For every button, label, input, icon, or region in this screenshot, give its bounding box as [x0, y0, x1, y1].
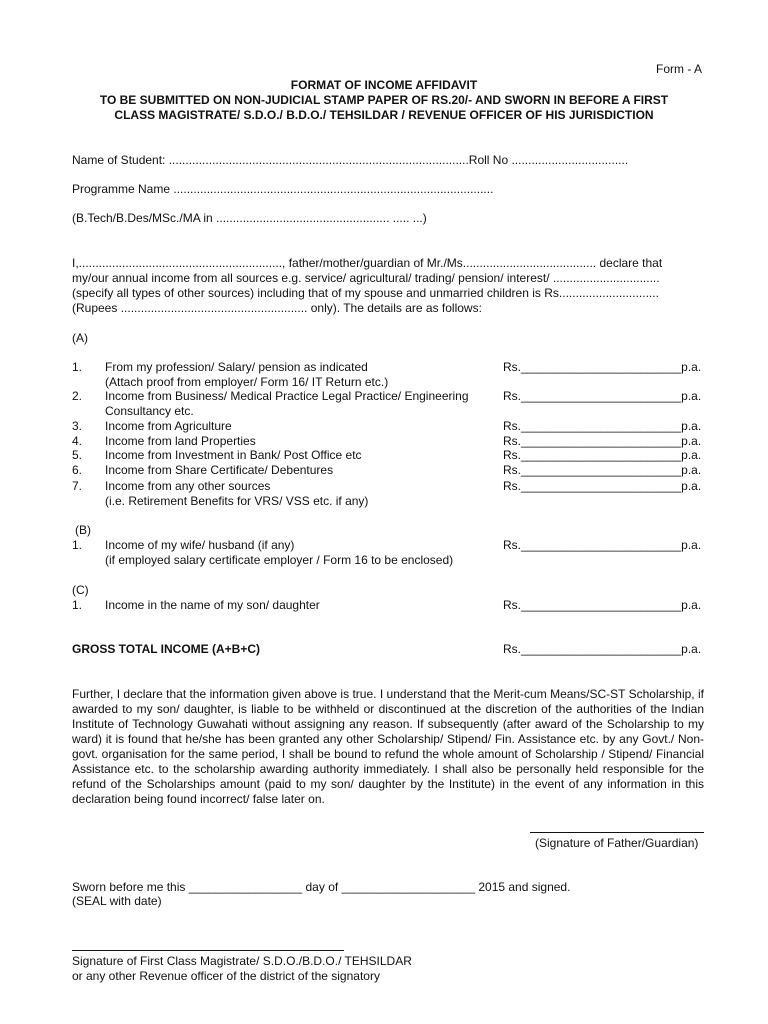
amount-field: Rs.________________________p.a.	[503, 448, 702, 462]
item-text: (i.e. Retirement Benefits for VRS/ VSS etc. if any)	[105, 494, 369, 508]
name-of-student-field: Name of Student: ..........................................................................................Roll No ...................................	[72, 153, 629, 167]
section-b-label: (B)	[75, 523, 91, 537]
item-text: Income from Business/ Medical Practice Legal Practice/ Engineering	[105, 389, 469, 403]
declaration-line-2: my/our annual income from all sources e.g. service/ agricultural/ trading/ pension/ interest/ ................................	[72, 271, 660, 285]
guardian-signature-line	[530, 832, 704, 833]
amount-field: Rs.________________________p.a.	[503, 360, 702, 374]
item-text: (Attach proof from employer/ Form 16/ IT Return etc.)	[105, 375, 389, 389]
programme-options-field: (B.Tech/B.Des/MSc./MA in .................................................... ..... ...)	[72, 211, 427, 225]
item-number: 6.	[72, 463, 83, 477]
amount-field: Rs.________________________p.a.	[503, 479, 702, 493]
heading-line-2: TO BE SUBMITTED ON NON-JUDICIAL STAMP PAPER OF RS.20/- AND SWORN IN BEFORE A FIRST	[99, 93, 669, 107]
sworn-line: Sworn before me this _________________ day of ____________________ 2015 and signed.	[72, 880, 571, 894]
magistrate-signature-line	[72, 950, 344, 951]
amount-field: Rs.________________________p.a.	[503, 538, 702, 552]
item-number: 2.	[72, 389, 83, 403]
form-label: Form - A	[656, 62, 703, 76]
heading-line-3: CLASS MAGISTRATE/ S.D.O./ B.D.O./ TEHSILDAR / REVENUE OFFICER OF HIS JURISDICTION	[114, 108, 654, 122]
amount-field: Rs.________________________p.a.	[503, 463, 702, 477]
gross-total-amount-field: Rs.________________________p.a.	[503, 642, 702, 656]
item-text: Consultancy etc.	[105, 404, 194, 418]
item-text: Income from Investment in Bank/ Post Office etc	[105, 448, 362, 462]
item-text: (if employed salary certificate employer / Form 16 to be enclosed)	[105, 553, 454, 567]
item-text: From my profession/ Salary/ pension as indicated	[105, 360, 368, 374]
amount-field: Rs.________________________p.a.	[503, 419, 702, 433]
item-text: Income from land Properties	[105, 434, 256, 448]
item-number: 5.	[72, 448, 83, 462]
item-text: Income from Share Certificate/ Debentures	[105, 463, 334, 477]
item-number: 1.	[72, 538, 83, 552]
item-text: Income from any other sources	[105, 479, 271, 493]
amount-field: Rs.________________________p.a.	[503, 598, 702, 612]
declaration-line-4: (Rupees ........................................................ only). The details are as follows:	[72, 301, 482, 315]
guardian-signature-label: (Signature of Father/Guardian)	[535, 836, 699, 850]
page-title: FORMAT OF INCOME AFFIDAVIT	[290, 78, 478, 92]
section-a-label: (A)	[72, 331, 88, 345]
magistrate-signature-label: Signature of First Class Magistrate/ S.D.O./B.D.O./ TEHSILDAR	[72, 954, 412, 968]
item-text: Income from Agriculture	[105, 419, 232, 433]
gross-total-label: GROSS TOTAL INCOME (A+B+C)	[72, 642, 261, 656]
item-number: 3.	[72, 419, 83, 433]
seal-with-date: (SEAL with date)	[72, 894, 162, 908]
section-c-label: (C)	[72, 583, 89, 597]
item-number: 7.	[72, 479, 83, 493]
item-text: Income of my wife/ husband (if any)	[105, 538, 295, 552]
amount-field: Rs.________________________p.a.	[503, 389, 702, 403]
item-number: 1.	[72, 598, 83, 612]
magistrate-signature-sublabel: or any other Revenue officer of the district of the signatory	[72, 969, 380, 983]
programme-name-field: Programme Name ................................................................................................	[72, 182, 494, 196]
item-number: 1.	[72, 360, 83, 374]
item-number: 4.	[72, 434, 83, 448]
declaration-paragraph: Further, I declare that the information given above is true. I understand that the Merit-cum Means/SC-ST Scholarship, if awarded to my son/ daughter, is liable to be withheld or discontinued at the discretion of the authorities of the Indian Institute of Technology Guwahati without assigning any reason. If subsequently (after award of the Scholarship to my ward) it is found that he/she has been granted any other Scholarship/ Stipend/ Fin. Assistance etc. by any Govt./ Non-govt. organisation for the same period, I shall be bound to refund the whole amount of Scholarship / Stipend/ Financial Assistance etc. to the scholarship awarding authority immediately. I shall also be personally held responsible for the refund of the Scholarships amount (paid to my son/ daughter by the Institute) in the event of any information in this declaration being found incorrect/ false later on.	[72, 687, 704, 806]
amount-field: Rs.________________________p.a.	[503, 434, 702, 448]
declaration-line-3: (specify all types of other sources) including that of my spouse and unmarried children is Rs..............................	[72, 286, 659, 300]
item-text: Income in the name of my son/ daughter	[105, 598, 320, 612]
declaration-line-1: I,............................................................., father/mother/guardian of Mr./Ms........................................ declare that	[72, 256, 663, 270]
